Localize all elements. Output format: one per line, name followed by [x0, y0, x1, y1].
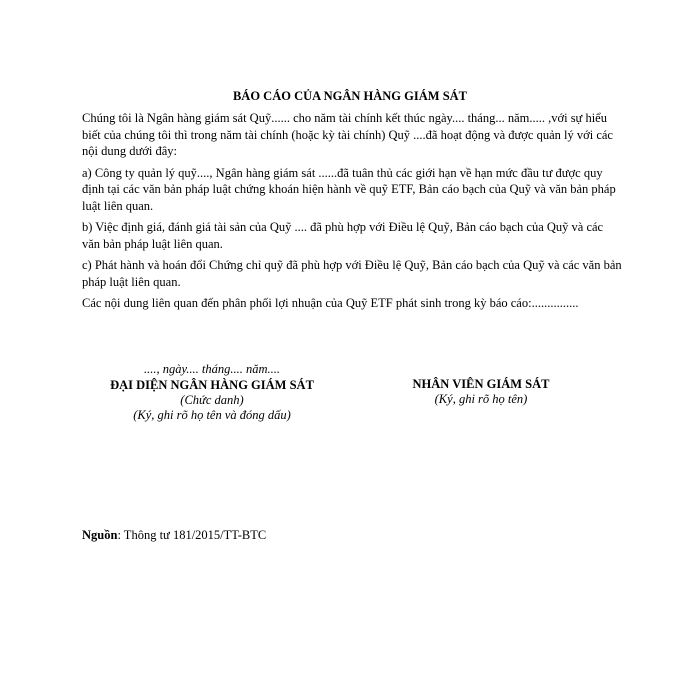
profit-distribution-paragraph: Các nội dung liên quan đến phân phối lợi nhuận của Quỹ ETF phát sinh trong kỳ báo cáo:...............: [82, 296, 579, 310]
supervising-bank-representative-heading: ĐẠI DIỆN NGÂN HÀNG GIÁM SÁT: [110, 378, 314, 392]
source-line: [82, 528, 266, 543]
sign-and-seal-instruction: (Ký, ghi rõ họ tên và đóng dấu): [133, 408, 291, 422]
signature-date-line: ...., ngày.... tháng.... năm....: [143, 362, 281, 376]
supervising-bank-signature-block: [92, 362, 332, 423]
document-title: BÁO CÁO CỦA NGÂN HÀNG GIÁM SÁT: [232, 89, 468, 103]
sign-instruction: (Ký, ghi rõ họ tên): [434, 392, 528, 406]
paragraph-b: b) Việc định giá, đánh giá tài sản của Quỹ .... đã phù hợp với Điều lệ Quỹ, Bản cáo bạch của Quỹ và các văn bản pháp luật liên quan.: [82, 220, 604, 251]
intro-paragraph: Chúng tôi là Ngân hàng giám sát Quỹ...... cho năm tài chính kết thúc ngày.... tháng... năm..... ,với sự hiểu biết của chúng tôi thì trong năm tài chính (hoặc kỳ tài chính) Quỹ ....đã hoạt động và được quản lý với các nội dung dưới đây:: [82, 111, 613, 158]
supervisor-heading: NHÂN VIÊN GIÁM SÁT: [412, 377, 550, 391]
document-body: [82, 110, 622, 317]
source-text: : Thông tư 181/2015/TT-BTC: [117, 528, 267, 542]
paragraph-a: a) Công ty quản lý quỹ...., Ngân hàng giám sát ......đã tuân thủ các giới hạn về hạn mức đầu tư được quy định tại các văn bản pháp luật chứng khoán hiện hành về quỹ ETF, Bản cáo bạch của Quỹ và văn bản pháp luật liên quan.: [82, 165, 616, 213]
paragraph-c: c) Phát hành và hoán đổi Chứng chỉ quỹ đã phù hợp với Điều lệ Quỹ, Bản cáo bạch của Quỹ và các văn bản pháp luật liên quan.: [82, 258, 622, 289]
source-label: Nguồn: [82, 528, 118, 542]
signature-spacer: [376, 362, 586, 377]
position-label: (Chức danh): [180, 393, 244, 407]
supervisor-signature-block: [376, 362, 586, 407]
